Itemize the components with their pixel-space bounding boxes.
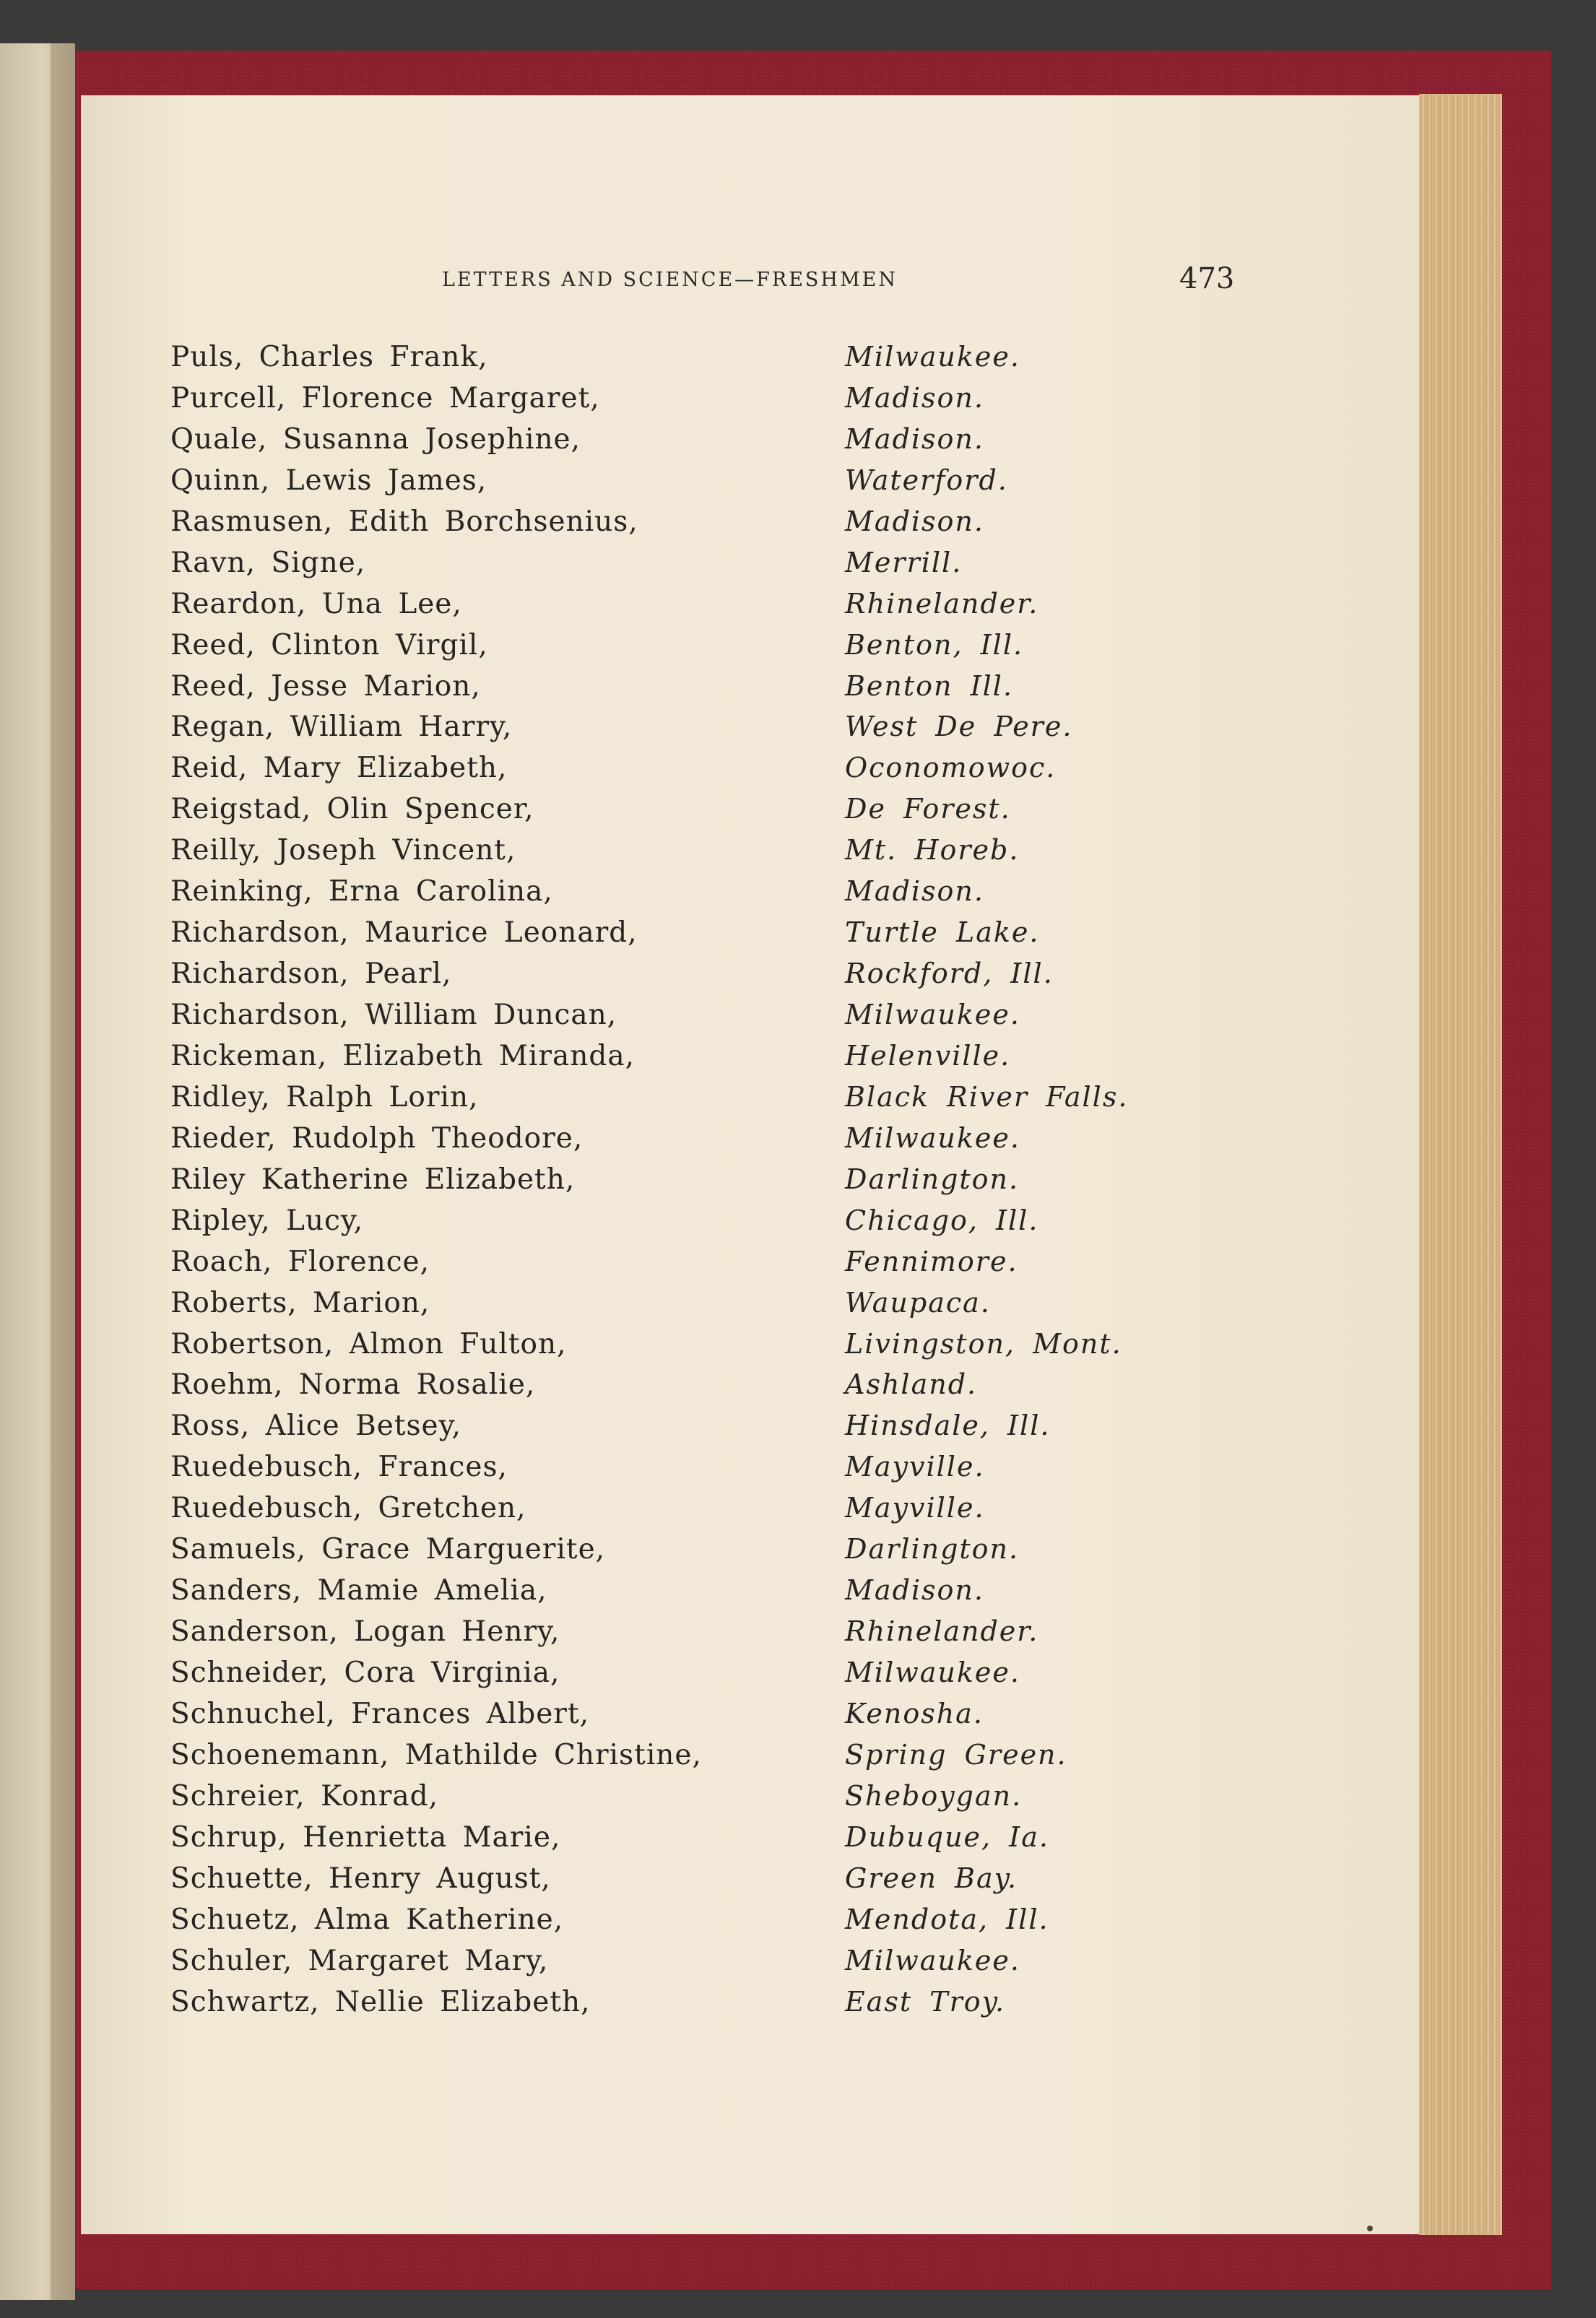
roster-row [170,1821,1254,1862]
hometown: Fennimore. [845,1245,1018,1277]
hometown: Madison. [845,1574,984,1607]
student-name: Reed, Jesse Marion, [170,669,481,703]
roster-row [170,1780,1254,1821]
student-name: Quinn, Lewis James, [170,464,487,497]
roster-row [170,1122,1254,1163]
roster-row [170,341,1254,382]
roster-row [170,1657,1254,1698]
student-name: Ruedebusch, Frances, [170,1451,508,1484]
student-name: Rickeman, Elizabeth Miranda, [170,1039,636,1072]
roster-row [170,999,1254,1040]
student-name: Roehm, Norma Rosalie, [170,1368,536,1402]
roster-row [170,1533,1254,1574]
roster-row [170,1328,1254,1369]
hometown: Benton, Ill. [845,628,1024,661]
roster-row [170,1451,1254,1492]
hometown: Mt. Horeb. [845,834,1020,867]
hometown: Madison. [845,381,984,414]
hometown: Milwaukee. [845,341,1020,373]
left-page-shadow [51,43,75,2300]
student-name: Schrup, Henrietta Marie, [170,1820,561,1854]
student-name: Schnuchel, Frances Albert, [170,1697,590,1730]
hometown: Waupaca. [845,1286,991,1319]
student-name: Schreier, Konrad, [170,1779,439,1813]
student-name: Ridley, Ralph Lorin, [170,1080,479,1114]
hometown: Turtle Lake. [845,916,1040,949]
hometown: Mendota, Ill. [845,1903,1049,1935]
student-name: Schuetz, Alma Katherine, [170,1903,564,1936]
student-name: Schuler, Margaret Mary, [170,1944,549,1977]
ink-speck [1367,2226,1373,2231]
student-name: Puls, Charles Frank, [170,341,488,373]
hometown: Sheboygan. [845,1779,1023,1812]
roster-row [170,1492,1254,1533]
student-name: Reid, Mary Elizabeth, [170,752,508,785]
hometown: Rhinelander. [845,1615,1039,1648]
roster-row [170,505,1254,547]
student-name: Richardson, William Duncan, [170,999,617,1031]
hometown: Mayville. [845,1451,985,1483]
hometown: Benton Ill. [845,669,1013,702]
hometown: Madison. [845,505,984,537]
hometown: Darlington. [845,1533,1020,1566]
roster-row [170,1040,1254,1081]
hometown: Milwaukee. [845,1121,1020,1154]
roster-row [170,834,1254,875]
hometown: Madison. [845,422,984,455]
roster-row [170,1615,1254,1657]
student-name: Schuette, Henry August, [170,1862,551,1895]
student-name: Richardson, Pearl, [170,958,452,991]
roster-row [170,711,1254,752]
student-name: Schoenemann, Mathilde Christine, [170,1738,702,1771]
hometown: Chicago, Ill. [845,1204,1039,1236]
hometown: Milwaukee. [845,1944,1020,1976]
roster-row [170,1287,1254,1328]
student-name: Purcell, Florence Margaret, [170,381,600,414]
hometown: Rockford, Ill. [845,958,1054,990]
roster-row [170,1986,1254,2027]
roster-row [170,1862,1254,1904]
roster-row [170,382,1254,423]
student-name: Ruedebusch, Gretchen, [170,1492,526,1525]
roster-row [170,958,1254,999]
roster-row [170,875,1254,916]
roster-row [170,1368,1254,1410]
roster-row [170,670,1254,711]
student-name: Reed, Clinton Virgil, [170,628,488,661]
hometown: Madison. [845,875,984,908]
student-name: Rasmusen, Edith Borchsenius, [170,505,638,538]
student-name: Sanders, Mamie Amelia, [170,1574,547,1607]
hometown: Oconomowoc. [845,752,1057,784]
student-name: Roberts, Marion, [170,1286,430,1319]
roster-row [170,464,1254,505]
hometown: Milwaukee. [845,1657,1020,1688]
hometown: Darlington. [845,1163,1020,1195]
roster-row [170,1698,1254,1739]
roster-row [170,793,1254,834]
header-title: LETTERS AND SCIENCE—FRESHMEN [442,269,898,291]
roster-row [170,588,1254,629]
roster-row [170,629,1254,670]
student-name: Reinking, Erna Carolina, [170,875,553,908]
student-name: Ravn, Signe, [170,546,366,579]
student-name: Robertson, Almon Fulton, [170,1327,567,1360]
student-name: Schneider, Cora Virginia, [170,1657,560,1689]
hometown: Waterford. [845,464,1008,496]
page-number: 473 [1179,262,1235,295]
student-name: Regan, William Harry, [170,711,513,744]
student-name: Ripley, Lucy, [170,1204,364,1237]
roster-row [170,423,1254,464]
student-name: Schwartz, Nellie Elizabeth, [170,1985,591,2018]
roster-row [170,547,1254,588]
hometown: Green Bay. [845,1862,1018,1894]
student-name: Reilly, Joseph Vincent, [170,834,516,867]
roster-row [170,1904,1254,1945]
hometown: Livingston, Mont. [845,1327,1122,1360]
student-name: Samuels, Grace Marguerite, [170,1533,606,1566]
roster-row [170,916,1254,958]
student-name: Ross, Alice Betsey, [170,1410,461,1443]
student-name: Reardon, Una Lee, [170,587,462,620]
student-name: Roach, Florence, [170,1245,430,1278]
student-roster [170,341,1254,2026]
roster-row [170,752,1254,793]
hometown: De Forest. [845,793,1011,825]
hometown: West De Pere. [845,711,1073,743]
roster-row [170,1410,1254,1451]
roster-row [170,1081,1254,1122]
hometown: East Troy. [845,1985,1006,2018]
student-name: Rieder, Rudolph Theodore, [170,1121,584,1155]
hometown: Rhinelander. [845,587,1039,620]
hometown: Black River Falls. [845,1080,1129,1113]
student-name: Reigstad, Olin Spencer, [170,793,534,826]
roster-row [170,1246,1254,1287]
student-name: Richardson, Maurice Leonard, [170,916,638,950]
hometown: Dubuque, Ia. [845,1820,1049,1853]
roster-row [170,1163,1254,1204]
roster-row [170,1739,1254,1780]
roster-row [170,1574,1254,1615]
hometown: Milwaukee. [845,999,1020,1030]
roster-row [170,1945,1254,1986]
roster-row [170,1204,1254,1246]
hometown: Mayville. [845,1492,985,1524]
page-edges [1419,94,1502,2235]
student-name: Quale, Susanna Josephine, [170,422,581,456]
hometown: Merrill. [845,546,963,578]
hometown: Hinsdale, Ill. [845,1410,1051,1442]
hometown: Kenosha. [845,1697,984,1729]
hometown: Ashland. [845,1368,978,1401]
student-name: Riley Katherine Elizabeth, [170,1163,576,1196]
hometown: Helenville. [845,1039,1011,1072]
hometown: Spring Green. [845,1738,1067,1771]
student-name: Sanderson, Logan Henry, [170,1615,560,1649]
